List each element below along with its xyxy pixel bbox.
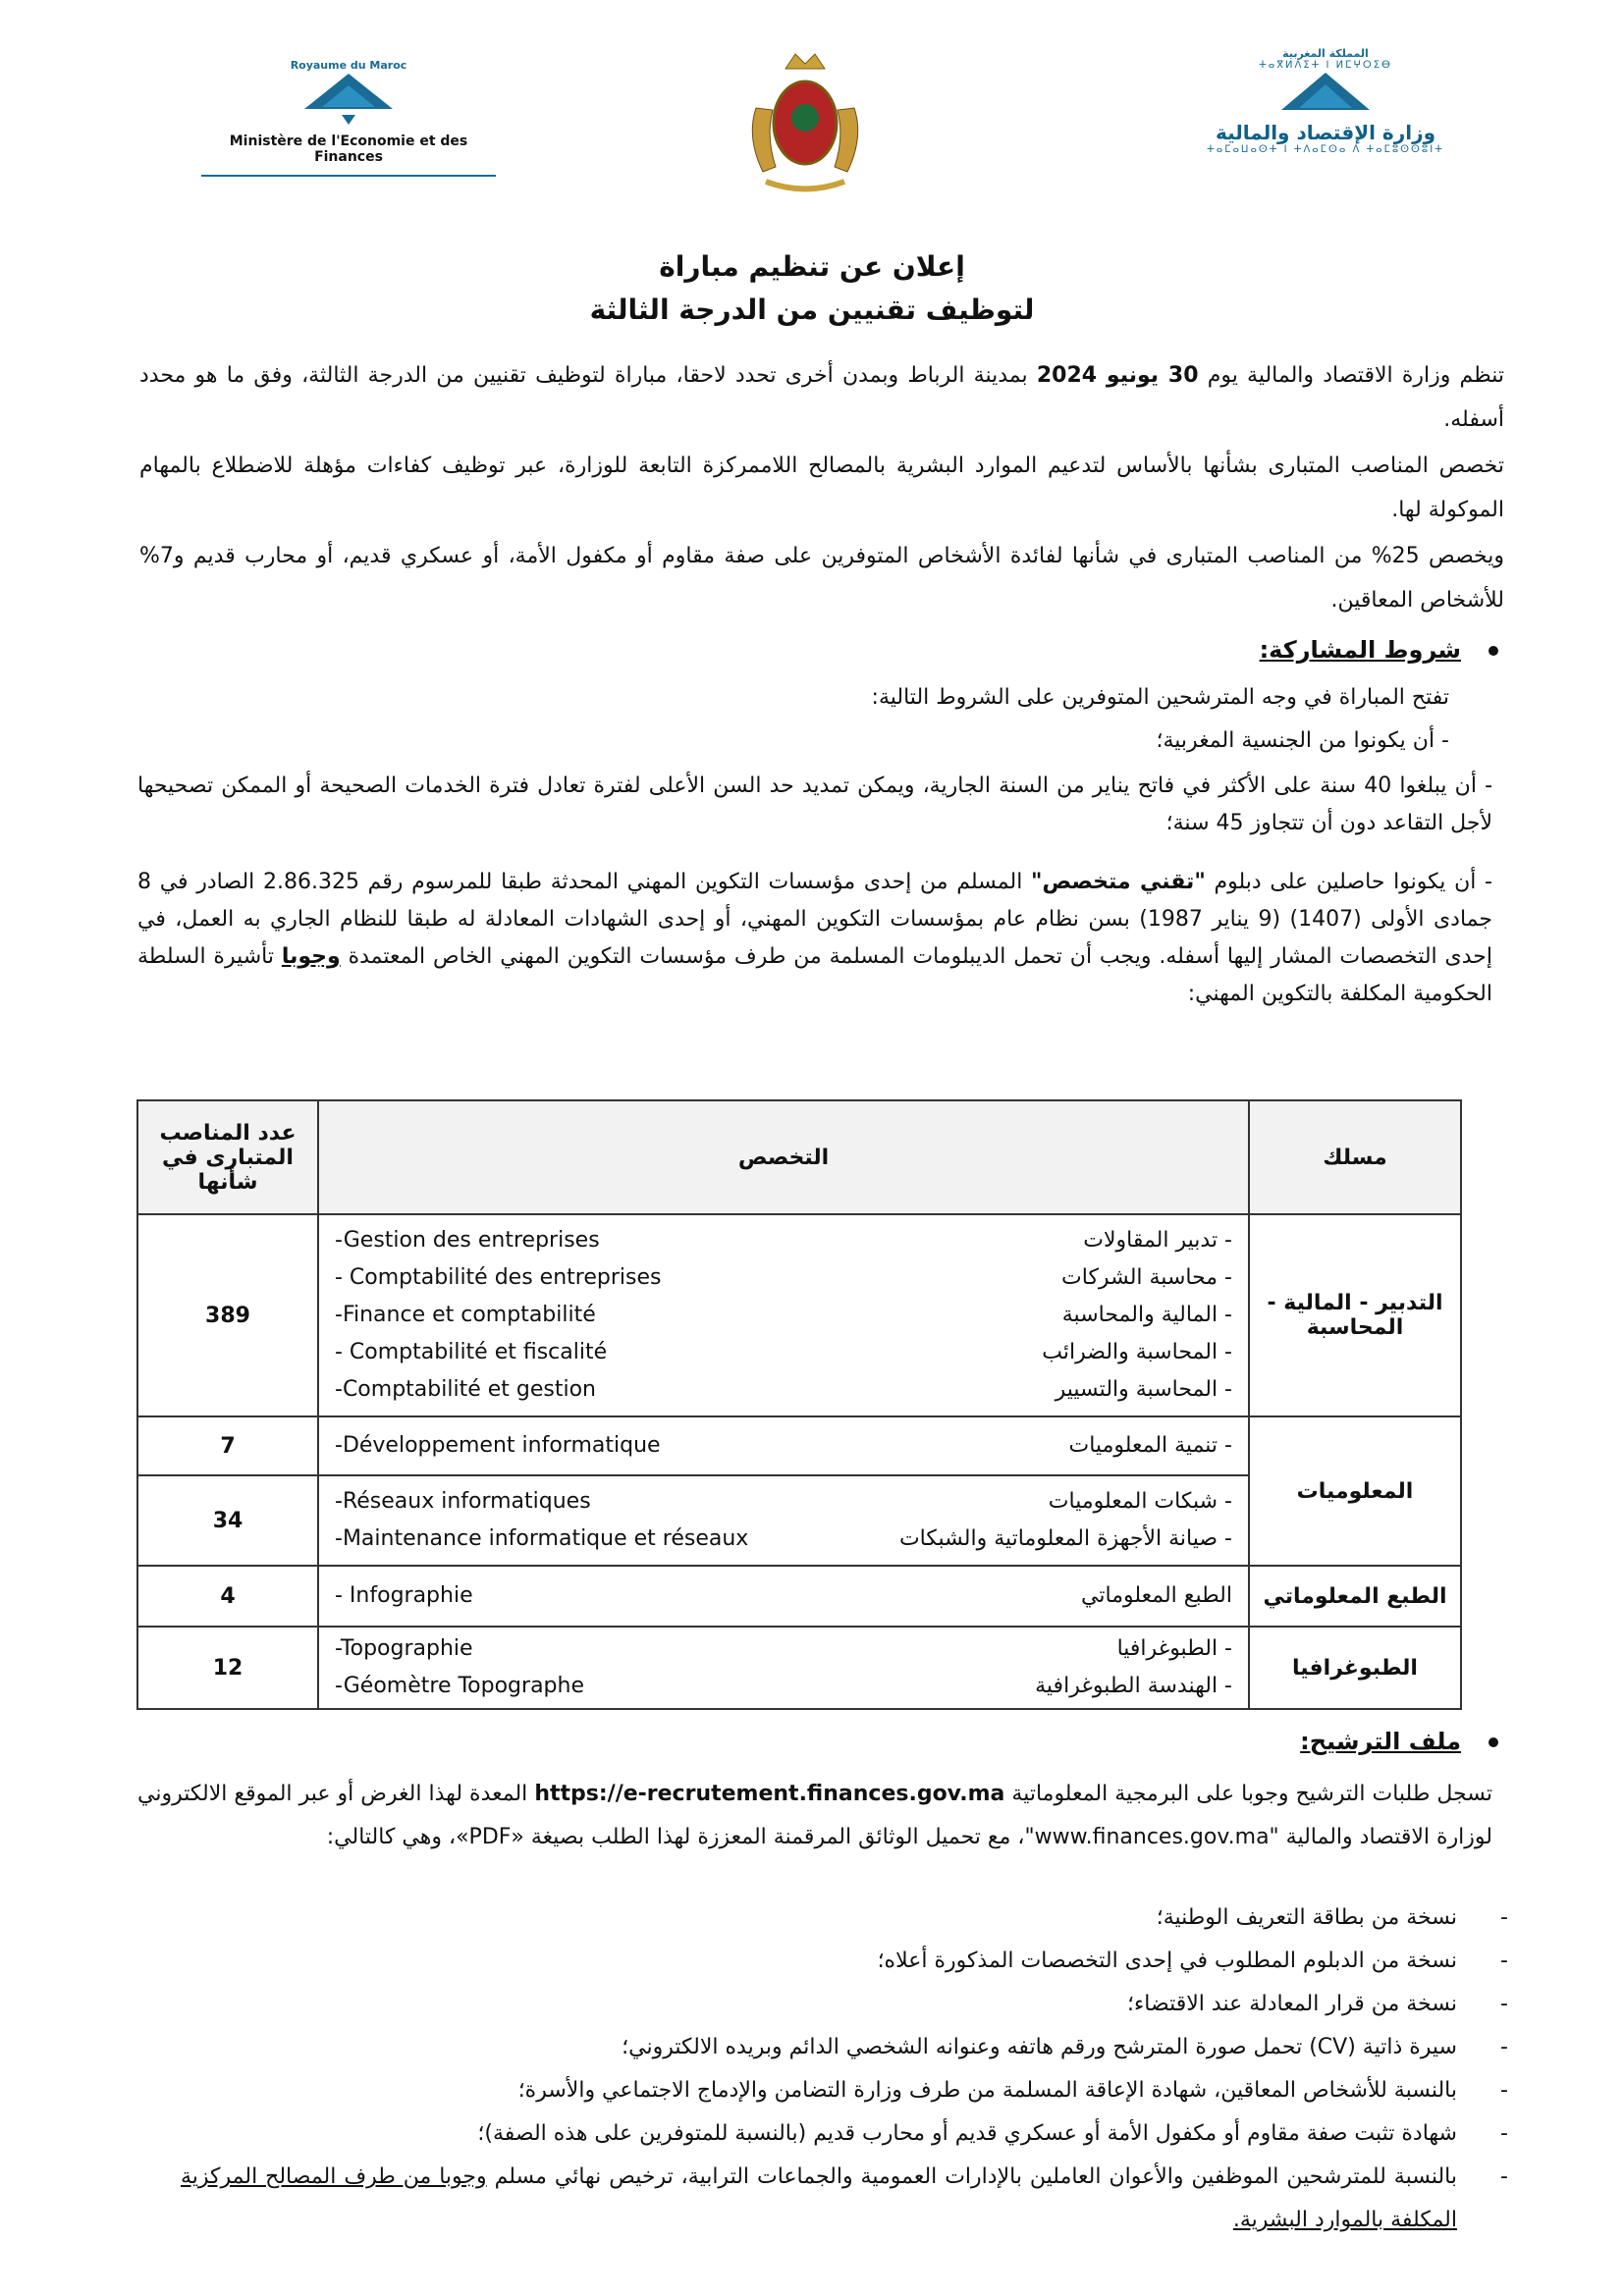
list-item: - شهادة تثبت صفة مقاوم أو مكفول الأمة أو عسكري قديم أو محارب قديم (بالنسبة للمتوفرين على هذه الصفة)؛ [477, 2121, 1508, 2146]
specialty-item: -Maintenance informatique et réseaux - صيانة الأجهزة المعلوماتية والشبكات [335, 1526, 1232, 1551]
logo-underline-decoration [201, 172, 496, 180]
condition-age: - أن يبلغوا 40 سنة على الأكثر في فاتح يناير من السنة الجارية، ويمكن تمديد حد السن الأعلى لفترة تعادل فترة الخدمات الصحيحة أو الممكن تصحيحها لأجل التقاعد دون أن تتجاوز 45 سنة؛ [137, 774, 1493, 835]
branch-cell: المعلوميات [1249, 1416, 1461, 1566]
file-paragraph [137, 1773, 1492, 1859]
file-heading [1300, 1728, 1498, 1755]
list-item: - بالنسبة للأشخاص المعاقين، شهادة الإعاقة المسلمة من طرف وزارة التضامن والإدماج الاجتماعي والأسرة؛ [517, 2078, 1508, 2103]
list-item: - سيرة ذاتية (CV) تحمل صورة المترشح ورقم هاتفه وعنوانه الشخصي الدائم وبريده الالكتروني؛ [622, 2035, 1508, 2059]
intro-text-a: تنظم وزارة الاقتصاد والمالية يوم [1198, 363, 1504, 388]
count-cell: 34 [137, 1475, 318, 1566]
header-count: عدد المناصب المتبارى في شأنها [137, 1100, 318, 1214]
recruitment-link[interactable]: https://e-recrutement.finances.gov.ma [534, 1782, 1005, 1806]
specialty-item: - Comptabilité des entreprises - محاسبة الشركات [335, 1265, 1232, 1290]
table-row [137, 1627, 1461, 1709]
branch-cell: الطبوغرافيا [1249, 1627, 1461, 1709]
specialty-item: -Développement informatique - تنمية المعلوميات [335, 1433, 1232, 1458]
title-line-1: إعلان عن تنظيم مباراة [659, 250, 965, 283]
table-row [137, 1214, 1461, 1416]
conditions-heading [1260, 636, 1498, 664]
list-item: - نسخة من قرار المعادلة عند الاقتضاء؛ [1126, 1992, 1508, 2016]
specialty-cell [318, 1475, 1249, 1566]
diploma-must: وجوبا [281, 944, 341, 969]
bullet-icon [1489, 1737, 1498, 1747]
ministry-triangle-icon [285, 72, 412, 126]
table-row [137, 1416, 1461, 1475]
condition-diploma [137, 864, 1492, 1013]
tifinagh-kingdom-label: ⵜⴰⴳⵍⴷⵉⵜ ⵏ ⵍⵎⵖⵔⵉⴱ [1259, 60, 1392, 71]
title-line-2: لتوظيف تقنيين من الدرجة الثالثة [589, 294, 1035, 326]
diploma-type: "تقني متخصص" [1031, 870, 1206, 894]
count-cell: 4 [137, 1566, 318, 1627]
count-cell: 12 [137, 1627, 318, 1709]
specialty-item: -Réseaux informatiques - شبكات المعلوميات [335, 1489, 1232, 1514]
list-item: - بالنسبة للمترشحين الموظفين والأعوان العاملين بالإدارات العمومية والجماعات الترابية، ترخيص نهائي مسلم وجوبا من طرف المصالح المركزية المكلفة بالموارد البشرية. [181, 2164, 1508, 2232]
specialty-cell [318, 1214, 1249, 1416]
specialty-cell [318, 1627, 1249, 1709]
tifinagh-ministry-label: ⵜⴰⵎⴰⵡⴰⵙⵜ ⵏ ⵜⴷⴰⵎⵙⴰ ⴷ ⵜⴰⵎⵓⵙⵙⵓⵏⵜ [1207, 144, 1444, 155]
royal-coat-of-arms [741, 49, 869, 196]
ministry-triangle-icon-ar [1262, 71, 1389, 115]
ministry-logo-fr [201, 59, 496, 184]
specialty-cell [318, 1566, 1249, 1627]
letterhead [0, 39, 1624, 206]
specialty-item: -Gestion des entreprises - تدبير المقاولات [335, 1228, 1232, 1253]
ministry-logo-ar [1183, 47, 1468, 155]
file-heading-text: ملف الترشيح: [1300, 1728, 1461, 1755]
table-row [137, 1566, 1461, 1627]
ar-kingdom-label: المملكة المغربية [1282, 47, 1369, 60]
condition-nationality: - أن يكونوا من الجنسية المغربية؛ [1156, 728, 1449, 753]
diploma-text-a: - أن يكونوا حاصلين على دبلوم [1205, 870, 1492, 894]
conditions-intro: تفتح المباراة في وجه المترشحين المتوفرين على الشروط التالية: [871, 685, 1449, 710]
file-text-b: المعدة لهذا الغرض أو عبر الموقع الالكتروني لوزارة الاقتصاد والمالية "www.finances.gov.ma"، مع تحميل الوثائق المرقمنة المعززة لهذا الطلب بصيغة «PDF»، وهي كالتالي: [137, 1782, 1492, 1849]
bullet-icon [1489, 646, 1498, 656]
intro-text-b: بمدينة الرباط وبمدن أخرى تحدد لاحقا، مباراة لتوظيف تقنيين من الدرجة الثالثة، وفق ما هو محدد أسفله. [139, 363, 1504, 432]
ar-ministry-name: وزارة الإقتصاد والمالية [1215, 121, 1436, 144]
list-item: - نسخة من الدبلوم المطلوب في إحدى التخصصات المذكورة أعلاه؛ [877, 1949, 1508, 1973]
documents-list [181, 1896, 1508, 2242]
intro-paragraph-1 [139, 353, 1504, 442]
branch-cell: التدبير - المالية - المحاسبة [1249, 1214, 1461, 1416]
exam-date: 30 يونيو 2024 [1036, 363, 1199, 388]
branch-cell: الطبع المعلوماتي [1249, 1566, 1461, 1627]
diploma-text-b: المسلم من إحدى مؤسسات التكوين المهني المحدثة طبقا للمرسوم رقم 2.86.325 الصادر في 8 جمادى الأولى (1407) (9 يناير 1987) بسن نظام عام بمؤسسات التكوين المهني، أو إحدى الشهادات المعادلة له طبقا للنظام الجاري به العمل، في إحدى التخصصات المشار إليها أسفله. ويجب أن تحمل الديبلومات المسلمة من طرف مؤسسات التكوين المهني الخاص المعتمدة [137, 870, 1492, 969]
header-branch: مسلك [1249, 1100, 1461, 1214]
table-header-row [137, 1100, 1461, 1214]
specialties-table [136, 1099, 1462, 1710]
specialty-item: -Comptabilité et gestion - المحاسبة والتسيير [335, 1377, 1232, 1402]
diploma-text-c: تأشيرة السلطة الحكومية المكلفة بالتكوين المهني: [137, 944, 1492, 1006]
count-cell: 7 [137, 1416, 318, 1475]
file-text-a: تسجل طلبات الترشيح وجوبا على البرمجية المعلوماتية [1004, 1782, 1492, 1806]
intro-paragraph-3: ويخصص 25% من المناصب المتبارى في شأنها لفائدة الأشخاص المتوفرين على صفة مقاوم أو مكفول الأمة، أو عسكري قديم، أو محارب قديم و7% للأشخاص المعاقين. [139, 544, 1504, 613]
header-specialty: التخصص [318, 1100, 1249, 1214]
specialty-item: -Finance et comptabilité - المالية والمحاسبة [335, 1303, 1232, 1327]
conditions-heading-text: شروط المشاركة: [1259, 636, 1461, 664]
specialty-cell [318, 1416, 1249, 1475]
specialty-item: -Géomètre Topographe - الهندسة الطبوغرافية [335, 1674, 1232, 1698]
count-cell: 389 [137, 1214, 318, 1416]
announcement-title [0, 245, 1624, 332]
fr-ministry-name: Ministère de l'Economie et des Finances [229, 133, 468, 165]
specialty-item: - Comptabilité et fiscalité - المحاسبة والضرائب [335, 1340, 1232, 1364]
specialty-item: -Topographie - الطبوغرافيا [335, 1636, 1232, 1661]
fr-kingdom-label: Royaume du Maroc [290, 59, 407, 72]
specialty-item: - Infographie الطبع المعلوماتي [335, 1583, 1232, 1608]
list-item: - نسخة من بطاقة التعريف الوطنية؛ [1156, 1905, 1508, 1930]
intro-paragraph-2: تخصص المناصب المتبارى بشأنها بالأساس لتدعيم الموارد البشرية بالمصالح اللاممركزة التابعة للوزارة، عبر توظيف كفاءات مؤهلة للاضطلاع بالمهام الموكولة لها. [139, 454, 1504, 522]
